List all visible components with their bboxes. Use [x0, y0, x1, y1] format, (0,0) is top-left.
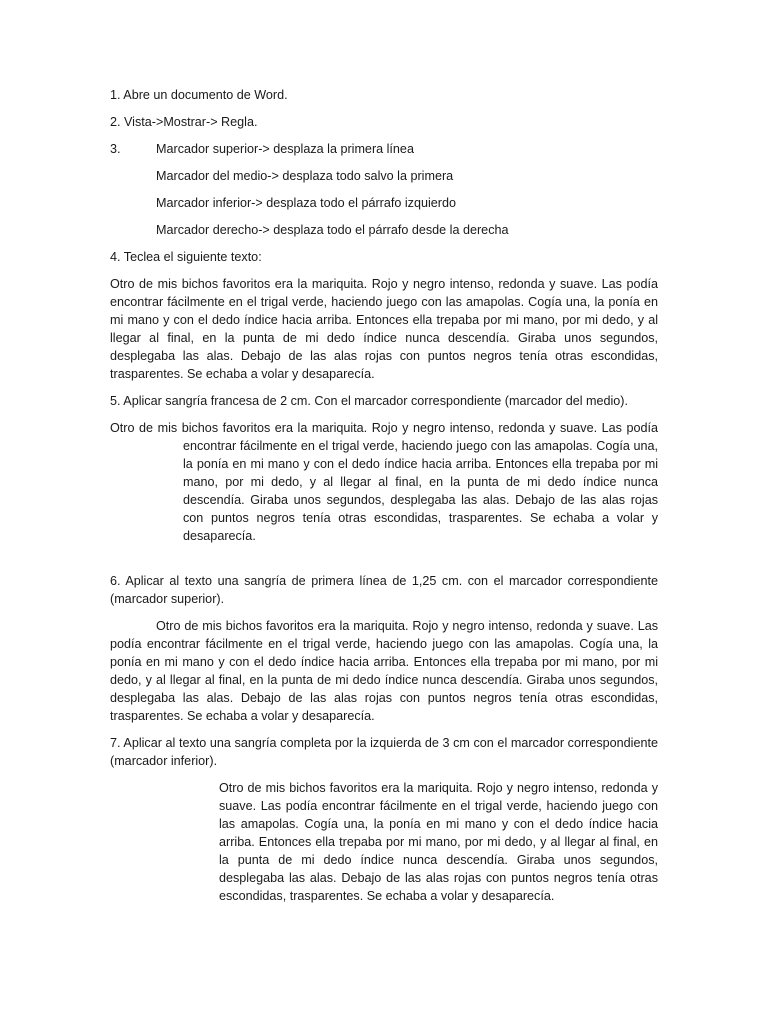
step-3-item-derecho: Marcador derecho-> desplaza todo el párrafo desde la derecha — [156, 223, 509, 237]
step-1: 1. Abre un documento de Word. — [110, 88, 288, 102]
blank-line — [110, 554, 658, 572]
paragraph-original: Otro de mis bichos favoritos era la mariquita. Rojo y negro intenso, redonda y suave. Las podía encontrar fácilmente en el trigal verde, haciendo juego con las amapolas. Cogía una, la ponía en mi mano y con el dedo índice hacia arriba. Entonces ella trepaba por mi mano, por mi dedo, y al llegar al final, en la punta de mi dedo índice nunca descendía. Giraba unos segundos, desplegaba las alas. Debajo de las alas rojas con puntos negros tenía otras escondidas, trasparentes. Se echaba a volar y desaparecía. — [110, 277, 658, 381]
paragraph-first-line-indent: Otro de mis bichos favoritos era la mariquita. Rojo y negro intenso, redonda y suave. Las podía encontrar fácilmente en el trigal verde, haciendo juego con las amapolas. Cogía una, la ponía en mi mano y con el dedo índice hacia arriba. Entonces ella trepaba por mi mano, por mi dedo, y al llegar al final, en la punta de mi dedo índice nunca descendía. Giraba unos segundos, desplegaba las alas. Debajo de las alas rojas con puntos negros tenía otras escondidas, trasparentes. Se echaba a volar y desaparecía. — [110, 619, 658, 723]
paragraph-left-indent: Otro de mis bichos favoritos era la mariquita. Rojo y negro intenso, redonda y suave. Las podía encontrar fácilmente en el trigal verde, haciendo juego con las amapolas. Cogía una, la ponía en mi mano y con el dedo índice hacia arriba. Entonces ella trepaba por mi mano, por mi dedo, y al llegar al final, en la punta de mi dedo índice nunca descendía. Giraba unos segundos, desplegaba las alas. Debajo de las alas rojas con puntos negros tenía otras escondidas, trasparentes. Se echaba a volar y desaparecía. — [219, 781, 658, 903]
step-3-item-medio: Marcador del medio-> desplaza todo salvo la primera — [156, 169, 454, 183]
step-5: 5. Aplicar sangría francesa de 2 cm. Con el marcador correspondiente (marcador del medio). — [110, 394, 628, 408]
step-3-item-superior: Marcador superior-> desplaza la primera línea — [156, 142, 414, 156]
step-2: 2. Vista->Mostrar-> Regla. — [110, 115, 258, 129]
step-3-item-inferior: Marcador inferior-> desplaza todo el párrafo izquierdo — [156, 196, 456, 210]
step-4: 4. Teclea el siguiente texto: — [110, 250, 262, 264]
step-3 — [110, 140, 658, 158]
step-6: 6. Aplicar al texto una sangría de primera línea de 1,25 cm. con el marcador correspondiente (marcador superior). — [110, 574, 658, 606]
document-page — [110, 86, 658, 914]
step-7: 7. Aplicar al texto una sangría completa por la izquierda de 3 cm con el marcador correspondiente (marcador inferior). — [110, 736, 658, 768]
step-3-number: 3. — [110, 142, 121, 156]
paragraph-hanging-indent: Otro de mis bichos favoritos era la mariquita. Rojo y negro intenso, redonda y suave. Las podía encontrar fácilmente en el trigal verde, haciendo juego con las amapolas. Cogía una, la ponía en mi mano y con el dedo índice hacia arriba. Entonces ella trepaba por mi mano, por mi dedo, y al llegar al final, en la punta de mi dedo índice nunca descendía. Giraba unos segundos, desplegaba las alas. Debajo de las alas rojas con puntos negros tenía otras escondidas, trasparentes. Se echaba a volar y desaparecía. — [110, 421, 658, 543]
